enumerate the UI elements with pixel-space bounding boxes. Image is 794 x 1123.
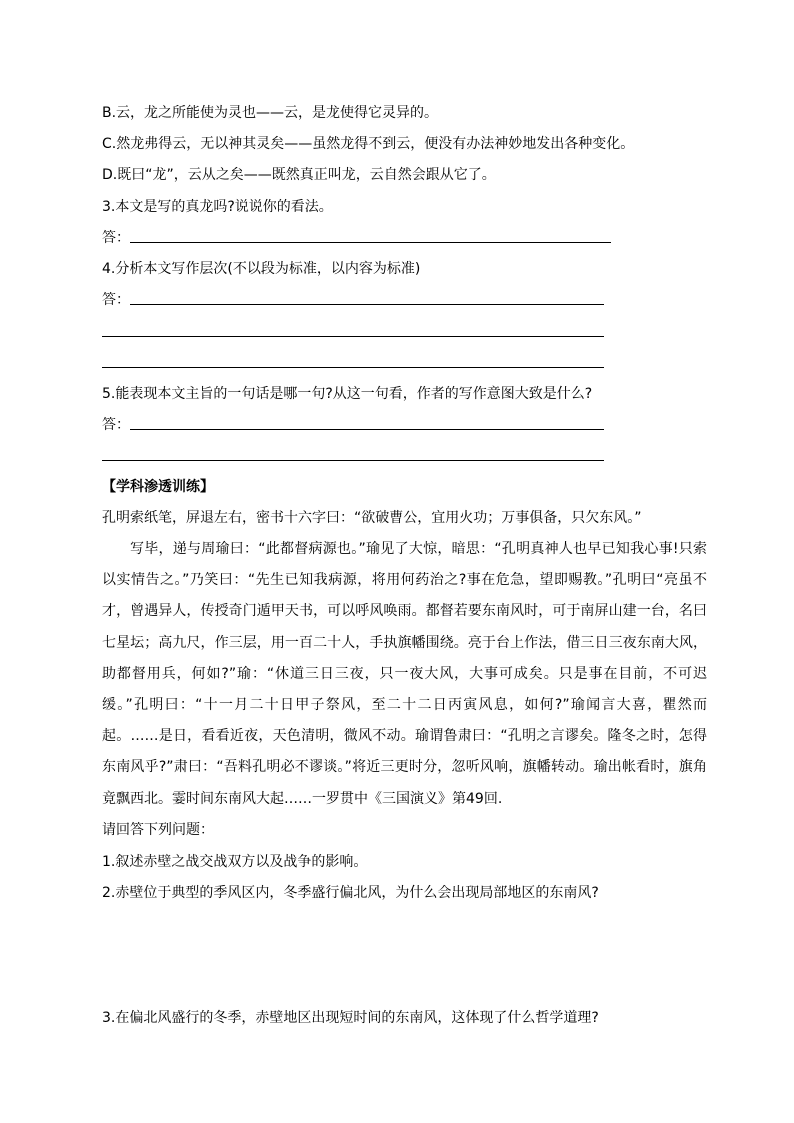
passage-paragraph-1: 孔明索纸笔，屏退左右，密书十六字曰：“欲破曹公，宜用火功；万事俱备，只欠东风。” bbox=[102, 510, 642, 526]
question-3: 3.本文是写的真龙吗?说说你的看法。 bbox=[102, 199, 333, 215]
answer-line-4b[interactable] bbox=[102, 336, 604, 337]
sub-question-2: 2.赤壁位于典型的季风区内，冬季盛行偏北风，为什么会出现局部地区的东南风? bbox=[102, 885, 599, 901]
question-5: 5.能表现本文主旨的一句话是哪一句?从这一句看，作者的写作意图大致是什么? bbox=[102, 386, 593, 402]
answer-label-4: 答： bbox=[102, 292, 130, 308]
sub-question-1: 1.叙述赤壁之战交战双方以及战争的影响。 bbox=[102, 854, 368, 870]
answer-line-3[interactable] bbox=[130, 242, 611, 243]
passage-paragraph-2: 写毕，递与周瑜曰：“此都督病源也。”瑜见了大惊，暗思：“孔明真神人也早已知我心事!只索以实情告之。”乃笑曰：“先生已知我病源，将用何药治之?事在危急，望即赐教。”孔明曰“亮虽不才，曾遇异人，传授奇门遁甲天书，可以呼风唤雨。都督若要东南风时，可于南屏山建一台，名曰七星坛；高九尺，作三层，用一百二十人，手执旗幡围绕。亮于台上作法，借三日三夜东南大风，助都督用兵，何如?”瑜：“休道三日三夜，只一夜大风，大事可成矣。只是事在目前，不可迟缓。”孔明曰：“十一月二十日甲子祭风，至二十二日丙寅风息，如何?”瑜闻言大喜，瞿然而起。……是日，看看近夜，天色清明，微风不动。瑜谓鲁肃曰：“孔明之言谬矣。隆冬之时，怎得东南风乎?”肃曰：“吾料孔明必不谬谈。”将近三更时分，忽听风响，旗幡转动。瑜出帐看时，旗角竟飘西北。霎时间东南风大起……一罗贯中《三国演义》第49回. bbox=[102, 541, 707, 807]
answer-line-4a[interactable] bbox=[130, 304, 604, 305]
section-title: 【学科渗透训练】 bbox=[102, 479, 214, 495]
answer-label-3: 答： bbox=[102, 230, 130, 246]
question-4: 4.分析本文写作层次(不以段为标准，以内容为标准) bbox=[102, 261, 421, 277]
answer-line-5b[interactable] bbox=[102, 460, 604, 461]
questions-prompt: 请回答下列问题： bbox=[102, 822, 214, 838]
option-d: D.既曰“龙”，云从之矣——既然真正叫龙，云自然会跟从它了。 bbox=[102, 167, 496, 183]
answer-line-4c[interactable] bbox=[102, 367, 604, 368]
answer-label-5: 答： bbox=[102, 417, 130, 433]
sub-question-3: 3.在偏北风盛行的冬季，赤壁地区出现短时间的东南风，这体现了什么哲学道理? bbox=[102, 1010, 599, 1026]
option-c: C.然龙弗得云，无以神其灵矣——虽然龙得不到云，便没有办法神妙地发出各种变化。 bbox=[102, 136, 635, 152]
answer-line-5a[interactable] bbox=[130, 429, 604, 430]
option-b: B.云，龙之所能使为灵也——云，是龙使得它灵异的。 bbox=[102, 105, 439, 121]
